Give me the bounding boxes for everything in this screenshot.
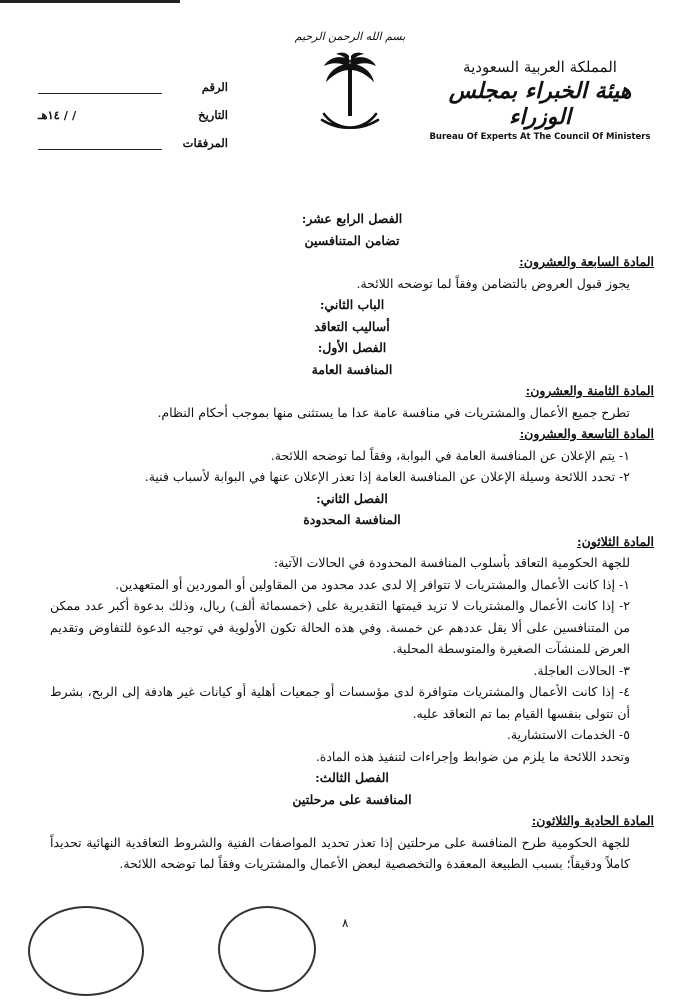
top-rule — [0, 0, 180, 3]
paragraph: ٥- الخدمات الاستشارية. — [506, 727, 630, 742]
paragraph: ٢- إذا كانت الأعمال والمشتريات لا تزيد قيمتها التقديرية على (خمسمائة ألف) ريال، وذلك بدعوة أكبر عدد ممكن من المتنافسين على ألا يقل عددهم عن خمسة. وفي هذه الحالة تكون الأولوية في توجيه الدعوة للتفاوض وتقديم العرض للمنشآت الصغيرة والمتوسطة المحلية. — [50, 598, 630, 656]
official-seal-stamp-secondary — [218, 906, 316, 992]
kingdom-name: المملكة العربية السعودية — [463, 58, 617, 76]
attachments-row — [38, 122, 228, 150]
section-heading: المنافسة العامة — [311, 361, 393, 377]
section-heading: الفصل الرابع عشر: — [301, 211, 403, 226]
paragraph: ٤- إذا كانت الأعمال والمشتريات متوافرة لدى مؤسسات أو جمعيات أهلية أو كيانات غير هادفة إلى الربح، بشرط أن تتولى بنفسها القيام بما تم التعاقد عليه. — [50, 684, 630, 721]
reference-line — [38, 79, 162, 94]
section-heading: المنافسة على مرحلتين — [292, 791, 412, 807]
section-heading: أساليب التعاقد — [314, 318, 390, 334]
paragraph: ١- إذا كانت الأعمال والمشتريات لا تتوافر إلا لدى عدد محدود من المقاولين أو الموردين أو المتعهدين. — [115, 576, 630, 592]
section-heading: الفصل الأول: — [317, 340, 387, 355]
bureau-name-english: Bureau Of Experts At The Council Of Ministers — [429, 132, 651, 142]
document-body — [50, 208, 654, 875]
attachments-line — [38, 135, 162, 150]
section-heading: المنافسة المحدودة — [303, 512, 401, 527]
date-value: / / ١٤هـ — [38, 108, 77, 122]
basmala: بسم الله الرحمن الرحيم — [294, 30, 406, 43]
paragraph: للجهة الحكومية طرح المنافسة على مرحلتين إذا تعذر تحديد المواصفات الفنية والشروط التعاقدية النهائية تحديداً كاملاً ودقيقاً؛ بسبب الطبيعة المعقدة والتخصصية لبعض الأعمال والمشتريات وفقاً لما توضحه اللائحة. — [50, 834, 630, 871]
reference-label: الرقم — [201, 80, 228, 94]
article-title: المادة الحادية والثلاثون: — [531, 813, 654, 828]
section-heading: الباب الثاني: — [319, 297, 385, 312]
date-row — [38, 94, 228, 122]
section-heading: الفصل الثاني: — [316, 490, 388, 506]
paragraph: يجوز قبول العروض بالتضامن وفقاً لما توضحه اللائحة. — [356, 275, 630, 291]
reference-block — [38, 66, 228, 150]
paragraph: وتحدد اللائحة ما يلزم من ضوابط وإجراءات لتنفيذ هذه المادة. — [315, 748, 630, 764]
reference-row — [38, 66, 228, 94]
article-title: المادة الثلاثون: — [576, 533, 654, 549]
official-seal-stamp — [28, 906, 144, 996]
letterhead — [420, 58, 660, 142]
paragraph: ١- يتم الإعلان عن المنافسة العامة في البوابة، وفقاً لما توضحه اللائحة. — [270, 447, 630, 463]
section-heading: تضامن المتنافسين — [304, 232, 400, 248]
bureau-name-arabic: هيئة الخبراء بمجلس الوزراء — [448, 78, 632, 130]
date-label: التاريخ — [198, 108, 228, 122]
paragraph: تطرح جميع الأعمال والمشتريات في منافسة عامة عدا ما يستثنى منها بموجب أحكام النظام. — [157, 404, 630, 420]
page-number: ٨ — [342, 916, 349, 930]
paragraph: ٢- تحدد اللائحة وسيلة الإعلان عن المنافسة العامة إذا تعذر الإعلان عنها في البوابة لأسباب فنية. — [144, 469, 630, 484]
article-title: المادة السابعة والعشرون: — [519, 254, 654, 269]
paragraph: ٣- الحالات العاجلة. — [533, 662, 630, 678]
paragraph: للجهة الحكومية التعاقد بأسلوب المنافسة المحدودة في الحالات الآتية: — [273, 555, 630, 570]
attachments-label: المرفقات — [182, 136, 228, 150]
section-heading: الفصل الثالث: — [315, 770, 389, 785]
article-title: المادة التاسعة والعشرون: — [519, 426, 654, 441]
article-title: المادة الثامنة والعشرون: — [525, 383, 654, 398]
palm-swords-emblem-icon — [318, 50, 382, 138]
